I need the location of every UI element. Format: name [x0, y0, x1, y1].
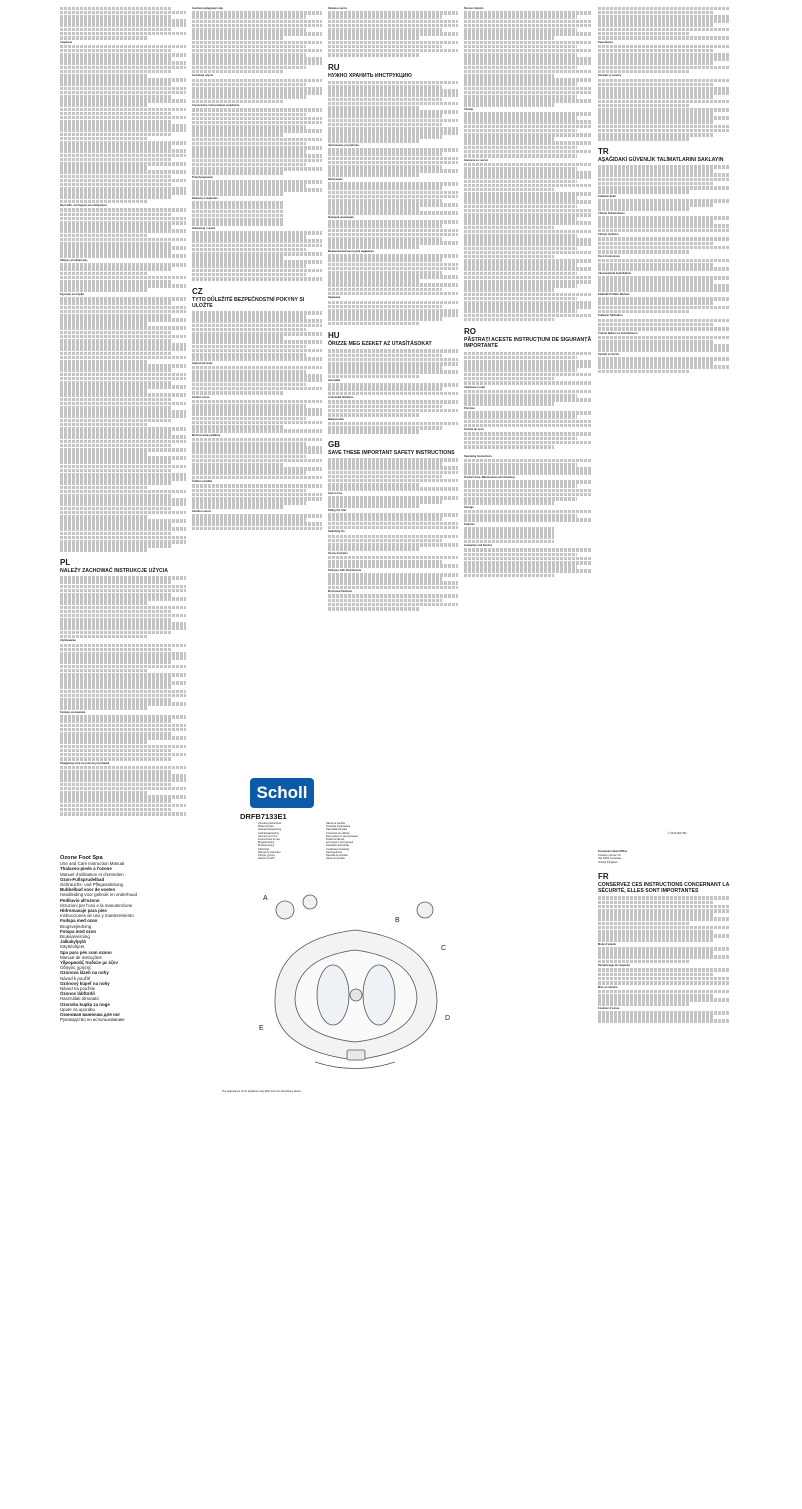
hu-continued	[464, 7, 592, 321]
pl-guarantee-heading: Gwarancja i serwis	[192, 226, 216, 230]
hu-storage-heading: Tárolás	[464, 107, 474, 111]
tr-filling-heading: Cihazın Doldurulması	[598, 211, 625, 215]
title-cs: Ozonová lázeň na nohy	[60, 970, 109, 976]
pl-ozone-heading: Funkcje ozonowania	[60, 711, 86, 715]
column-4	[464, 6, 592, 583]
tr-code: TR	[598, 146, 609, 156]
ro-on-heading: Pornirea	[464, 406, 475, 410]
subtitle-ru: Руководство по использованию	[60, 1017, 125, 1023]
hu-title: ŐRIZZE MEG EZEKET AZ UTASÍTÁSOKAT	[328, 341, 432, 348]
address-line-3: United Kingdom	[598, 859, 618, 864]
illustration-note: The appearance of the appliance may differ from the illustrations above.	[222, 1090, 302, 1093]
gr-care-heading: Φροντίδα, συντήρηση και καθαρισμός	[60, 204, 107, 208]
ru-pedicure-heading: Механический центр для педикюра	[328, 249, 374, 253]
column-2	[192, 6, 322, 536]
gb-how-to-use-heading: How to Use	[328, 491, 343, 495]
scholl-logo: Scholl	[250, 778, 314, 808]
subtitle-hu: Használati útmutató	[60, 996, 99, 1002]
pl-cleaning-heading: Czyszczenie i konserwacja urządzenia	[192, 104, 240, 108]
subtitle-fr: Manuel d'utilisation et d'entretien	[60, 871, 124, 877]
op-lang: Istruzioni per l'uso	[258, 834, 278, 838]
tr-guarantee-heading: Garanti ve Servis	[598, 352, 620, 356]
op-lang: Инструкция по эксплуатации	[326, 834, 358, 838]
ru-title: НУЖНО ХРАНИТЬ ИНСТРУКЦИЮ	[328, 72, 412, 79]
gb-section	[328, 440, 458, 611]
pl-attachments-heading: Pielęgnacja stóp za pomocą przystawek	[60, 761, 110, 765]
pl-center-heading: Centrum pielęgnacji stóp	[192, 7, 223, 10]
label-e: E	[259, 1025, 264, 1032]
hu-on-heading: Bekapcsolás	[328, 417, 344, 421]
op-lang: Naudojimo instrukcija	[326, 844, 349, 848]
tr-pedicure-heading: Elektrikli Pedikür Merkezi	[598, 293, 630, 297]
fr-column	[598, 872, 730, 1029]
pl-features-heading: Elementy urządzenia	[192, 197, 218, 201]
copyright: © 2012 (EW 4fb)	[668, 832, 687, 835]
fr-section	[598, 872, 730, 1023]
gr-guarantee-heading: Εγγύηση και σέρβις	[60, 292, 85, 296]
label-a: A	[263, 895, 268, 902]
cz-guarantee-heading: Záruka a servis	[192, 509, 211, 513]
fr-on-heading: Mise en marche	[598, 985, 618, 989]
title-nl: Bubbelbad voor de voeten	[60, 887, 116, 893]
cz-ozone-heading: Funkce ozonu	[192, 395, 210, 399]
subtitle-nl: Handleiding voor gebruik en onderhoud	[60, 892, 137, 898]
subtitle-sv: Bruksanvisning	[60, 934, 90, 940]
cz-code: CZ	[192, 286, 203, 296]
subtitle-sk: Návod na použitie	[60, 986, 96, 992]
ro-guarantee-heading: Garanție și service	[598, 74, 622, 78]
op-lang: Mode d'emploi	[258, 825, 274, 829]
column-5	[598, 6, 730, 379]
op-lang: Návod k použití	[258, 857, 275, 861]
gb-motorised-heading: Motorised Pedicure	[328, 590, 353, 594]
tr-care-heading: Ürünün Bakımı ve Temizlenmesi	[598, 331, 638, 335]
title-de: Ozon-Fußsprudelbad	[60, 876, 105, 882]
head-office-name: European Head Office	[598, 849, 628, 853]
sk-section	[328, 7, 458, 57]
subtitle-hr: Upute za uporabu	[60, 1006, 95, 1012]
fr-code: FR	[598, 872, 609, 881]
gb-care-heading: Product Care, Maintenance and Cleaning	[464, 475, 515, 479]
address-line-1: Chester House 10	[598, 852, 621, 857]
pl-instructions-heading: Instrukcja użycia	[192, 74, 213, 78]
operating-instructions-list-2	[326, 822, 390, 860]
gb-code: GB	[328, 439, 340, 449]
gr-storage-heading: Οδηγίες αποθήκευσης	[60, 259, 88, 263]
subtitle-de: Gebrauchs- und Pflegeanleitung	[60, 882, 123, 888]
hu-guarantee-heading: Garancia és szerviz	[464, 158, 489, 162]
subtitle-el: Οδηγίες χρήσης	[60, 965, 92, 971]
pl-section	[60, 558, 186, 816]
op-lang: Kasutusjuhend	[326, 850, 342, 854]
column-1	[60, 6, 186, 822]
ro-ozone-heading: Funcția de ozon	[464, 428, 484, 432]
subtitle-da: Brugsvejledning	[60, 923, 92, 929]
hu-code: HU	[328, 331, 340, 341]
hu-ozone-heading: Ózonos funkció	[464, 7, 484, 10]
op-lang: Інструкція з експлуатації	[326, 841, 354, 845]
tr-ozone-heading: Ozon Fonksiyonu	[598, 254, 620, 258]
op-lang: Οδηγίες χρήσης	[258, 854, 276, 858]
fr-title: CONSERVEZ CES INSTRUCTIONS CONCERNANT LA SÉCURITÉ, ELLES SONT IMPORTANTES	[598, 882, 730, 895]
subtitle-cs: Návod k použití	[60, 975, 91, 981]
title-el: Υδρομασάζ ποδιών με όζον	[60, 960, 118, 966]
label-c: C	[441, 945, 447, 952]
gb-operating-heading: Operating Instructions	[464, 454, 492, 458]
op-lang: Manual de instruções	[258, 850, 281, 854]
gb-guarantee-heading: Guarantee and Service	[464, 544, 493, 548]
fr-filling-heading: Remplissage de l'appareil	[598, 964, 630, 968]
op-lang: Instrukcja użytkowania	[326, 825, 351, 829]
op-lang: Lietošanas instrukcija	[326, 847, 349, 851]
hu-section	[328, 331, 458, 434]
op-lang: Návod na použitie	[326, 822, 346, 825]
op-lang: Navodila za uporabo	[326, 854, 348, 858]
title-hr: Ozonska kupka za noge	[60, 1001, 110, 1007]
title-sk: Ozónový kúpeľ na nohy	[60, 980, 110, 986]
ro-code: RO	[464, 327, 476, 337]
title-ru: Озоновая ванночка для ног	[60, 1012, 121, 1018]
op-lang: Kullanma talimatı	[326, 838, 345, 842]
gb-filling-heading: Filling the Unit	[328, 509, 347, 513]
ru-code: RU	[328, 62, 340, 72]
product-titles	[60, 856, 250, 1023]
column-3	[328, 6, 458, 617]
op-lang: Bruksanvisning	[258, 844, 275, 848]
cz-on-heading: Zapnutí přístroje	[192, 361, 213, 365]
ru-filling-heading: Заполнение устройства	[328, 144, 359, 148]
sk-guarantee-heading: Záruka a servis	[328, 7, 347, 10]
cz-pedicure-heading: Motorizované pedikúry	[192, 433, 221, 437]
hu-use-heading: Használat	[328, 379, 341, 383]
title-en: Ozone Foot Spa	[60, 855, 103, 861]
title-it: Pediluvio all'ozono	[60, 897, 100, 903]
subtitle-fi: Käyttöohjeet	[60, 944, 85, 950]
title-da: Fodspa med ozon	[60, 918, 98, 924]
title-sv: Fotspa med ozon	[60, 928, 97, 934]
head-office-address	[598, 850, 718, 864]
cz-section	[192, 287, 322, 531]
ro-storage-heading: Depozitarea	[598, 40, 613, 44]
pl-continued	[192, 7, 322, 281]
tr-use-heading: Kullanım Şekli	[598, 194, 616, 198]
title-fr: Thalasso-pieds à l'ozone	[60, 866, 112, 872]
tr-attachments-heading: Aksesuarlarla Ayak Bakımı	[598, 271, 631, 275]
gb-attachments-heading: Pedicure with Attachments	[328, 568, 362, 572]
ro-continued	[598, 7, 730, 141]
gb-features-heading: Features	[464, 522, 475, 526]
op-lang: Instrucciones de uso	[258, 838, 280, 842]
ru-on-heading: Включение	[328, 177, 343, 181]
op-lang: Upute za uporabu	[326, 857, 346, 861]
pl-title: NALEŻY ZACHOWAĆ INSTRUKCJE UŻYCIA	[60, 568, 168, 574]
title-fi: Jalkakylpylä	[60, 939, 86, 945]
ru-storage-heading: Хранение	[328, 296, 341, 300]
tr-section	[598, 147, 730, 373]
pl-storage-heading: Przechowywanie	[192, 175, 213, 179]
ro-filling-heading: Umplerea cu apă	[464, 385, 485, 389]
address-line-2: OH 1904 Leicester	[598, 856, 622, 861]
gb-switching-on-heading: Switching On	[328, 530, 345, 534]
subtitle-pt: Manual de instruções	[60, 954, 102, 960]
tr-title: AŞAĞIDAKİ GÜVENLİK TALİMATLARINI SAKLAYIN	[598, 156, 724, 163]
foot-spa-illustration	[255, 880, 455, 1088]
gb-title: SAVE THESE IMPORTANT SAFETY INSTRUCTIONS	[328, 449, 455, 456]
title-pt: Spa para pés com ozono	[60, 949, 112, 955]
fr-ozone-heading: Fonction d'ozone	[598, 1006, 620, 1010]
op-lang: Brugsanvisning	[258, 841, 275, 845]
ru-section	[328, 63, 458, 326]
pl-code: PL	[60, 558, 71, 567]
title-hu: Ózonos lábfürdő	[60, 991, 95, 997]
ru-ion-heading: Функция ионизации	[328, 216, 354, 220]
label-b: B	[395, 917, 400, 924]
label-d: D	[445, 1015, 451, 1022]
operating-instructions-list	[258, 822, 324, 860]
tr-on-heading: Cihazın Açılması	[598, 233, 619, 237]
title-es: Hidromasaje para pies	[60, 908, 107, 914]
op-lang: Käyttöohje	[258, 847, 270, 851]
model-number: DRFB7133E1	[240, 812, 287, 821]
hu-filling-heading: A készülék feltöltése	[328, 396, 354, 400]
op-lang: Gebrauchsanweisung	[258, 828, 282, 832]
gb-storage-heading: Storage	[464, 505, 474, 509]
subtitle-es: Instrucciones de uso y mantenimiento	[60, 913, 134, 919]
op-lang: Gebruiksaanwijzing	[258, 831, 279, 835]
ro-section	[464, 327, 592, 448]
tr-instructions-heading: Kullanım Talimatları	[598, 314, 623, 318]
op-lang: Instrucțiuni de utilizare	[326, 831, 350, 835]
gb-ozone-heading: Ozone Function	[328, 551, 348, 555]
foot-spa-drawing	[275, 895, 437, 1069]
gr-safety-heading: Ασφάλεια	[60, 40, 73, 44]
subtitle-en: Use and Care Instruction Manual	[60, 861, 125, 867]
op-lang: Operating Instructions	[258, 822, 282, 825]
subtitle-it: Istruzioni per l'uso e la manutenzione	[60, 902, 133, 908]
op-lang: Használati útmutató	[326, 828, 348, 832]
pl-use-heading: Użytkowanie	[60, 639, 76, 643]
cz-cleaning-heading: Čištění a údržba	[192, 480, 213, 484]
cz-title: TYTO DŮLEŽITÉ BEZPEČNOSTNÍ POKYNY SI ULOŽTE	[192, 296, 305, 309]
gb-continued	[464, 455, 592, 577]
greek-section	[60, 7, 186, 552]
fr-use-heading: Mode d'emploi	[598, 942, 617, 946]
ro-title: PĂSTRAȚI ACESTE INSTRUCȚIUNI DE SIGURANȚĂ IMPORTANTE	[464, 337, 592, 350]
